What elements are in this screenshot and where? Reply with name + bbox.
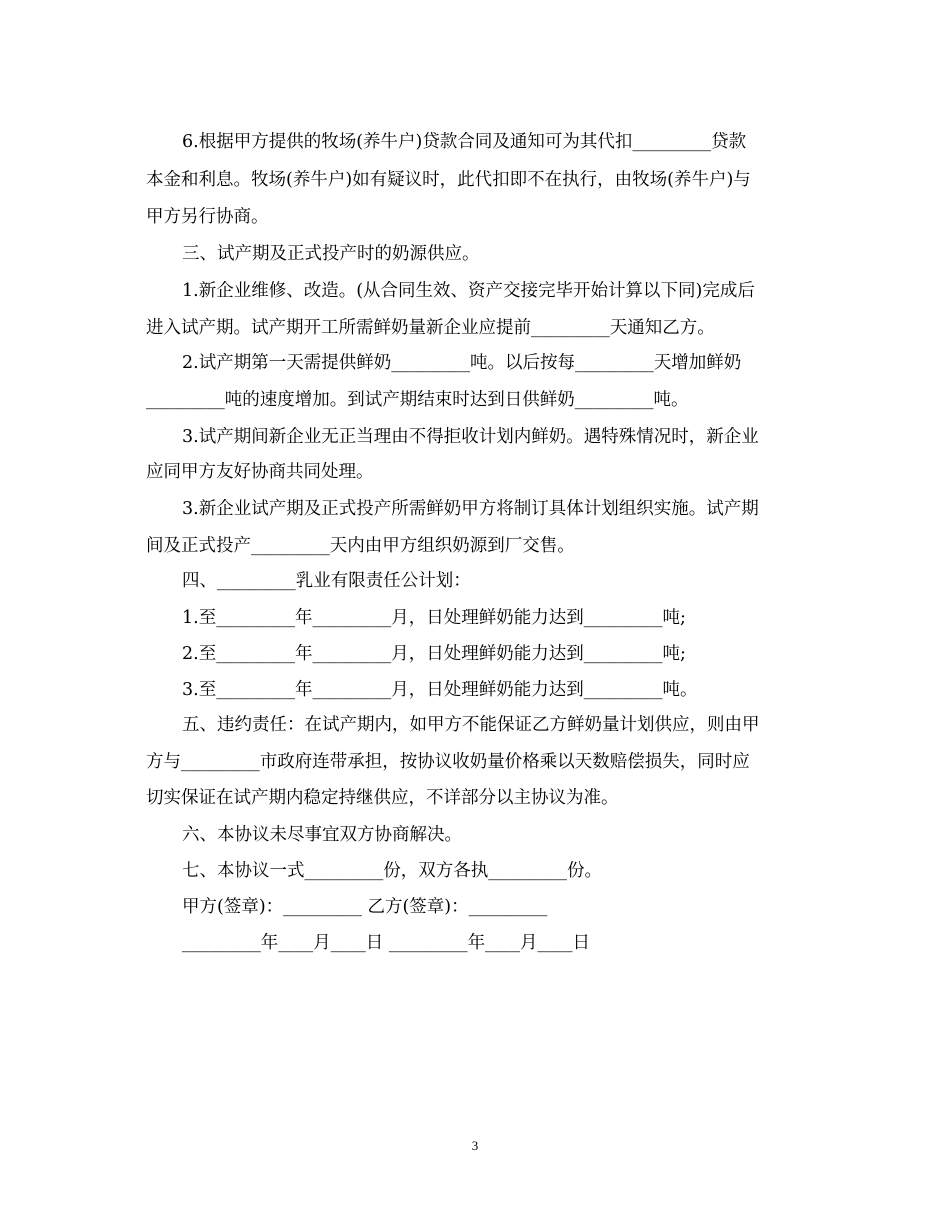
section-4-item-3: 3.至_________年_________月，日处理鲜奶能力达到_________吨。 — [182, 680, 698, 700]
page-number: 3 — [471, 1138, 479, 1153]
section-3-item-1-line-2: 进入试产期。试产期开工所需鲜奶量新企业应提前_________天通知乙方。 — [146, 318, 715, 338]
section-3-item-3-line-1: 3.试产期间新企业无正当理由不得拒收计划内鲜奶。遇特殊情况时，新企业 — [182, 427, 759, 447]
date-line: _________年____月____日 _________年____月____日 — [182, 933, 591, 953]
clause-6-line-3: 甲方另行协商。 — [146, 207, 269, 227]
clause-6-line-1: 6.根据甲方提供的牧场(养牛户)贷款合同及通知可为其代扣_________贷款 — [182, 132, 747, 152]
section-3-item-4-line-1: 3.新企业试产期及正式投产所需鲜奶甲方将制订具体计划组织实施。试产期 — [182, 499, 759, 519]
section-4-item-2: 2.至_________年_________月，日处理鲜奶能力达到_________吨; — [182, 644, 686, 664]
clause-6-line-2: 本金和利息。牧场(养牛户)如有疑议时，此代扣即不在执行，由牧场(养牛户)与 — [146, 170, 751, 190]
section-3-item-1-line-1: 1.新企业维修、改造。(从合同生效、资产交接完毕开始计算以下同)完成后 — [182, 281, 755, 301]
section-5-line-1: 五、违约责任：在试产期内，如甲方不能保证乙方鲜奶量计划供应，则由甲 — [182, 715, 760, 735]
section-6: 六、本协议未尽事宜双方协商解决。 — [182, 825, 462, 845]
section-5-line-3: 切实保证在试产期内稳定持继供应，不详部分以主协议为准。 — [146, 788, 619, 808]
section-3-item-2-line-2: _________吨的速度增加。到试产期结束时达到日供鲜奶_________吨。 — [146, 390, 689, 410]
section-3-item-4-line-2: 间及正式投产_________天内由甲方组织奶源到厂交售。 — [146, 536, 575, 556]
section-5-line-2: 方与_________市政府连带承担，按协议收奶量价格乘以天数赔偿损失，同时应 — [146, 752, 750, 772]
section-3-item-3-line-2: 应同甲方友好协商共同处理。 — [146, 462, 374, 482]
section-3-heading: 三、试产期及正式投产时的奶源供应。 — [182, 244, 480, 264]
section-4-item-1: 1.至_________年_________月，日处理鲜奶能力达到_________吨; — [182, 608, 686, 628]
signature-line: 甲方(签章)：_________ 乙方(签章)：_________ — [182, 897, 548, 917]
section-3-item-2-line-1: 2.试产期第一天需提供鲜奶_________吨。以后按每_________天增加鲜奶 — [182, 353, 742, 373]
section-7: 七、本协议一式_________份，双方各执_________份。 — [182, 861, 602, 881]
section-4-heading: 四、_________乳业有限责任公计划： — [182, 571, 471, 591]
